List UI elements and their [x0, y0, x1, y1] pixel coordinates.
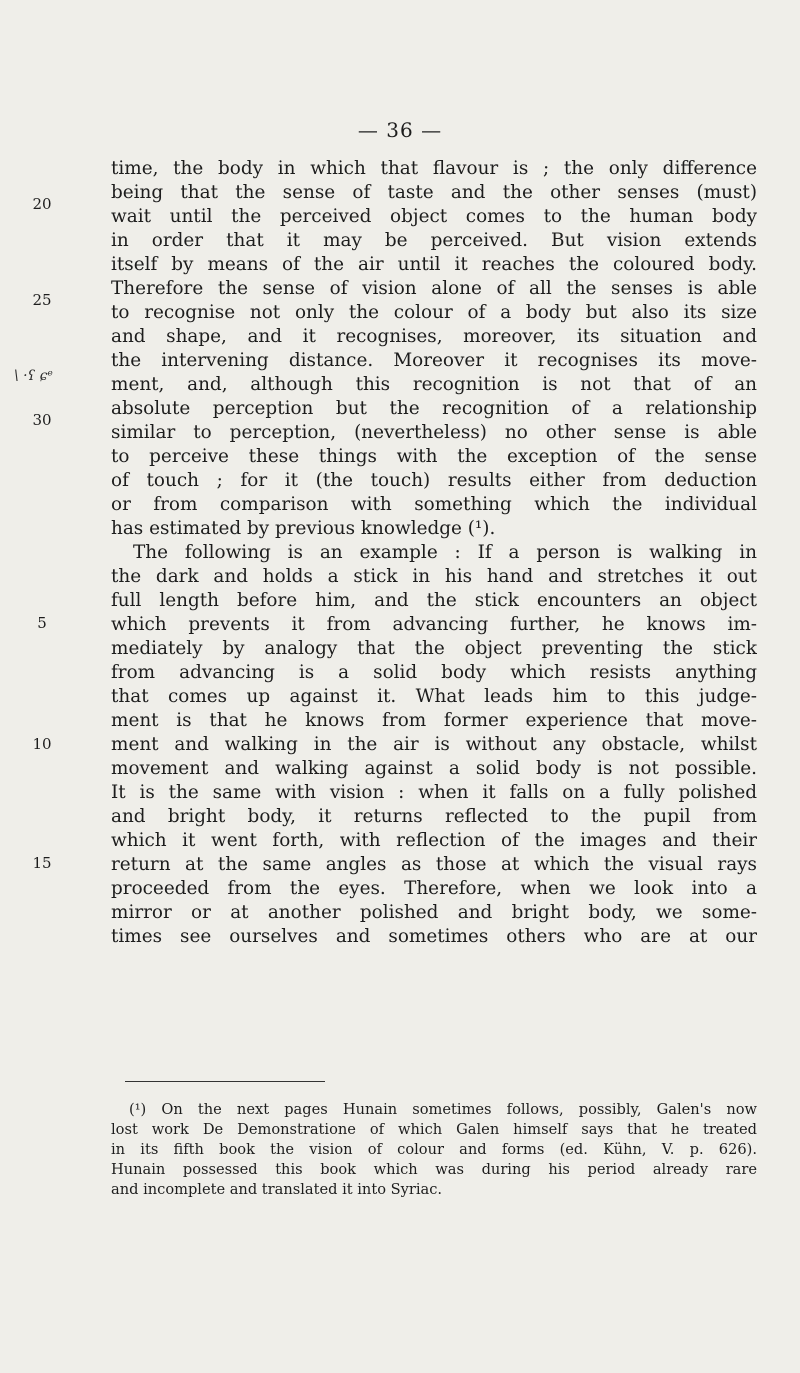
text-line: the intervening distance. Moreover it recognises its move- [111, 350, 757, 371]
footnote-line: Hunain possessed this book which was during his period already rare [111, 1161, 757, 1178]
text-line: has estimated by previous knowledge (¹). [111, 518, 496, 539]
footnote-line: in its fifth book the vision of colour and forms (ed. Kühn, V. p. 626). [111, 1141, 757, 1158]
text-line: The following is an example : If a person is walking in [133, 542, 757, 563]
text-line: similar to perception, (nevertheless) no other sense is able [111, 422, 757, 443]
text-line: time, the body in which that flavour is ; the only difference [111, 158, 757, 179]
page-number: — 36 — [357, 118, 443, 142]
text-line: to recognise not only the colour of a body but also its size [111, 302, 757, 323]
line-number-15: 15 [32, 854, 52, 872]
footnote [111, 1100, 757, 1200]
text-line: ment, and, although this recognition is not that of an [111, 374, 757, 395]
text-line: mediately by analogy that the object preventing the stick [111, 638, 757, 659]
text-line: ment and walking in the air is without any obstacle, whilst [111, 734, 757, 755]
text-line: from advancing is a solid body which resists anything [111, 662, 757, 683]
text-line: of touch ; for it (the touch) results either from deduction [111, 470, 757, 491]
text-line: ment is that he knows from former experience that move- [111, 710, 757, 731]
text-line: times see ourselves and sometimes others who are at our [111, 926, 757, 947]
text-line: full length before him, and the stick encounters an object [111, 590, 757, 611]
text-line: or from comparison with something which the individual [111, 494, 757, 515]
text-line: movement and walking against a solid body is not possible. [111, 758, 757, 779]
text-line: return at the same angles as those at which the visual rays [111, 854, 757, 875]
footnote-divider [125, 1081, 325, 1082]
footnote-line: and incomplete and translated it into Syriac. [111, 1181, 443, 1198]
text-line: the dark and holds a stick in his hand and stretches it out [111, 566, 757, 587]
text-line: proceeded from the eyes. Therefore, when we look into a [111, 878, 757, 899]
footnote-line: (¹) On the next pages Hunain sometimes follows, possibly, Galen's now [129, 1101, 757, 1118]
line-number-30: 30 [32, 411, 52, 429]
text-line: which prevents it from advancing further, he knows im- [111, 614, 757, 635]
text-line: mirror or at another polished and bright body, we some- [111, 902, 757, 923]
text-line: in order that it may be perceived. But vision extends [111, 230, 757, 251]
text-line: Therefore the sense of vision alone of all the senses is able [111, 278, 757, 299]
text-line: that comes up against it. What leads him to this judge- [111, 686, 757, 707]
text-line: itself by means of the air until it reaches the coloured body. [111, 254, 757, 275]
text-line: wait until the perceived object comes to the human body [111, 206, 757, 227]
footnote-line: lost work De Demonstratione of which Galen himself says that he treated [111, 1121, 757, 1138]
text-line: to perceive these things with the exception of the sense [111, 446, 757, 467]
text-line: and bright body, it returns reflected to the pupil from [111, 806, 757, 827]
main-text [111, 157, 757, 949]
line-number-10: 10 [32, 735, 52, 753]
text-line: which it went forth, with reflection of the images and their [111, 830, 757, 851]
text-line: absolute perception but the recognition of a relationship [111, 398, 757, 419]
text-line: It is the same with vision : when it falls on a fully polished [111, 782, 757, 803]
handwritten-margin-note: \ ·ʕ ɕᵉ [14, 368, 53, 384]
line-number-5: 5 [37, 614, 47, 632]
line-number-25: 25 [32, 291, 52, 309]
line-number-20: 20 [32, 195, 52, 213]
text-line: and shape, and it recognises, moreover, its situation and [111, 326, 757, 347]
text-line: being that the sense of taste and the other senses (must) [111, 182, 757, 203]
